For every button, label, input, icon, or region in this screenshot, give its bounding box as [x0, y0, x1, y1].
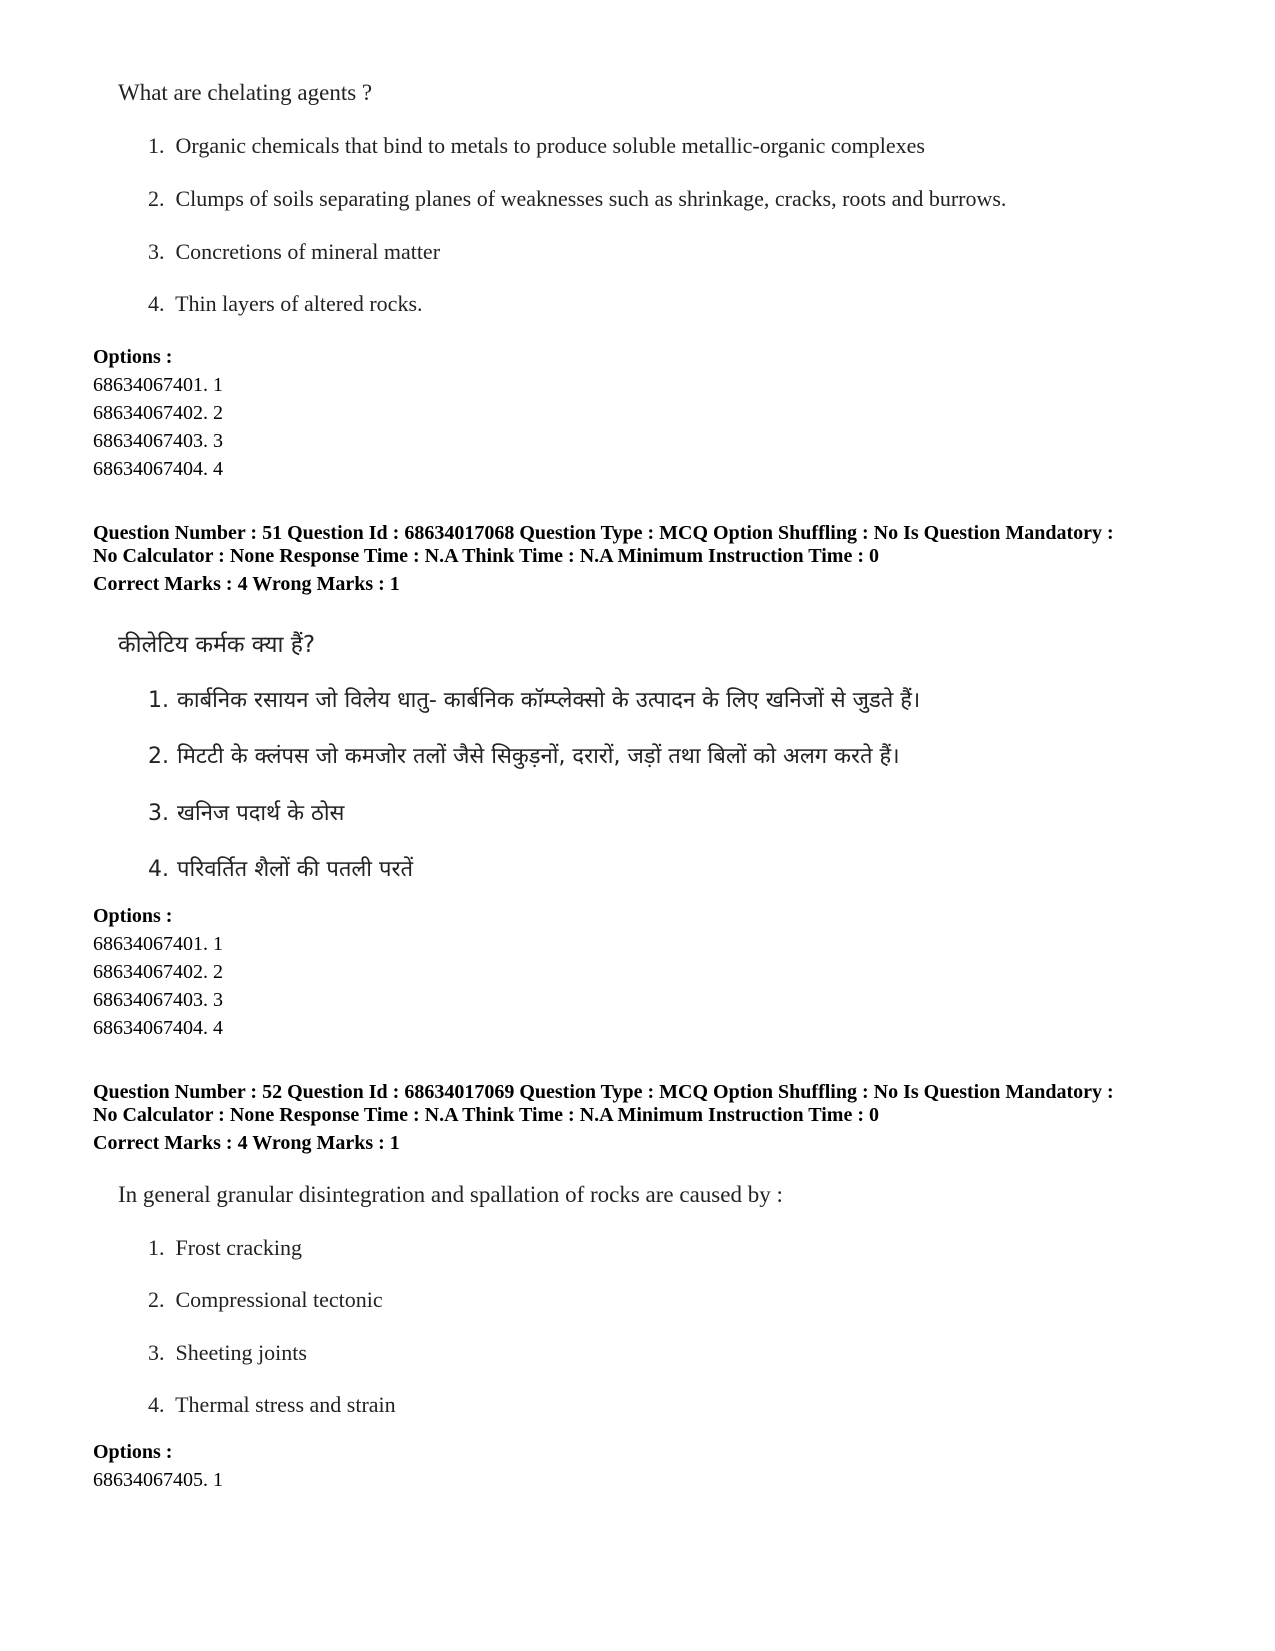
choice-item	[148, 853, 413, 883]
option-id: 68634067405. 1	[93, 1469, 223, 1491]
choice-item	[148, 133, 925, 159]
choice-text: Sheeting joints	[175, 1340, 307, 1365]
choice-text: Compressional tectonic	[175, 1287, 383, 1312]
choice-number: 2.	[148, 186, 165, 211]
option-id: 68634067402. 2	[93, 402, 223, 424]
options-label: Options :	[93, 346, 173, 368]
choice-item	[148, 186, 1006, 212]
choice-item	[148, 1392, 396, 1418]
choice-item	[148, 797, 344, 827]
choice-number: 1.	[148, 133, 165, 158]
option-id: 68634067403. 3	[93, 989, 223, 1011]
option-id: 68634067404. 4	[93, 1017, 223, 1039]
choice-number: 2.	[148, 1287, 165, 1312]
question-text: In general granular disintegration and spallation of rocks are caused by :	[118, 1182, 783, 1207]
choice-item	[148, 684, 920, 714]
option-id: 68634067401. 1	[93, 933, 223, 955]
choice-number: 4.	[148, 857, 169, 882]
choice-number: 4.	[148, 291, 165, 316]
choice-text: परिवर्तित शैलों की पतली परतें	[177, 857, 414, 882]
question-text: कीलेटिय कर्मक क्या हैं?	[118, 632, 316, 658]
choice-item	[148, 1340, 307, 1366]
choice-text: Concretions of mineral matter	[175, 239, 441, 264]
question-meta-line: Question Number : 52 Question Id : 68634017069 Question Type : MCQ Option Shuffling : No Is Question Mandatory :	[93, 1081, 1114, 1103]
choice-text: Thermal stress and strain	[175, 1392, 396, 1417]
question-meta-line: No Calculator : None Response Time : N.A Think Time : N.A Minimum Instruction Time : 0	[93, 545, 879, 567]
question-meta-line: No Calculator : None Response Time : N.A Think Time : N.A Minimum Instruction Time : 0	[93, 1104, 879, 1126]
question-meta-line: Question Number : 51 Question Id : 68634017068 Question Type : MCQ Option Shuffling : No Is Question Mandatory :	[93, 522, 1114, 544]
choice-number: 2.	[148, 744, 169, 769]
options-label: Options :	[93, 905, 173, 927]
choice-number: 1.	[148, 688, 169, 713]
choice-number: 4.	[148, 1392, 165, 1417]
choice-text: कार्बनिक रसायन जो विलेय धातु- कार्बनिक कॉम्प्लेक्सो के उत्पादन के लिए खनिजों से जुडते हैं।	[177, 688, 921, 713]
choice-number: 3.	[148, 1340, 165, 1365]
choice-number: 3.	[148, 239, 165, 264]
options-label: Options :	[93, 1441, 173, 1463]
choice-item	[148, 1235, 302, 1261]
choice-text: Organic chemicals that bind to metals to produce soluble metallic-organic complexes	[175, 133, 925, 158]
question-text: What are chelating agents ?	[118, 80, 373, 105]
option-id: 68634067401. 1	[93, 374, 223, 396]
choice-text: Frost cracking	[175, 1235, 302, 1260]
option-id: 68634067402. 2	[93, 961, 223, 983]
question-marks: Correct Marks : 4 Wrong Marks : 1	[93, 573, 400, 595]
option-id: 68634067404. 4	[93, 458, 223, 480]
choice-item	[148, 1287, 383, 1313]
option-id: 68634067403. 3	[93, 430, 223, 452]
choice-text: मिटटी के क्लंपस जो कमजोर तलों जैसे सिकुड़नों, दरारों, जड़ों तथा बिलों को अलग करते हैं।	[177, 744, 900, 769]
question-marks: Correct Marks : 4 Wrong Marks : 1	[93, 1132, 400, 1154]
choice-text: Clumps of soils separating planes of weaknesses such as shrinkage, cracks, roots and burrows.	[175, 186, 1007, 211]
choice-number: 3.	[148, 801, 169, 826]
choice-item	[148, 239, 440, 265]
choice-number: 1.	[148, 1235, 165, 1260]
choice-item	[148, 291, 423, 317]
choice-item	[148, 740, 900, 770]
choice-text: खनिज पदार्थ के ठोस	[177, 801, 345, 826]
choice-text: Thin layers of altered rocks.	[175, 291, 423, 316]
